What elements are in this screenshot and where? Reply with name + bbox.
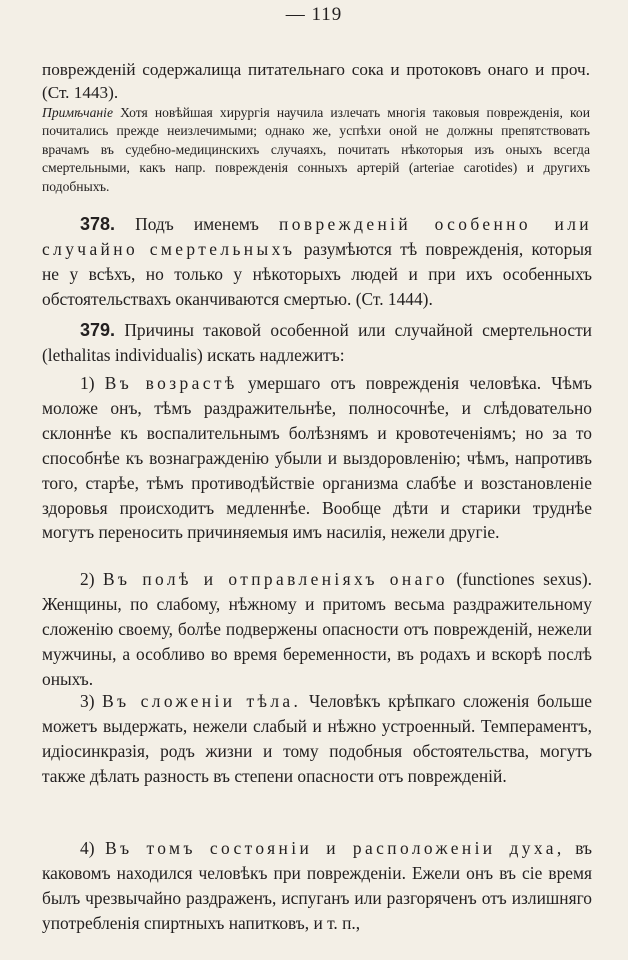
note-lead: Примѣчаніе [42,105,113,120]
item-text: умершаго отъ поврежденія человѣка. Чѣмъ моложе онъ, тѣмъ раздражительнѣе, полносочнѣе, и слѣдовательно склоннѣе къ воспалительнымъ болѣзнямъ и кровотеченіямъ; но за то способнѣе къ вознагражденію убыли и выздоровленію; чѣмъ, напротивъ того, старѣе, тѣмъ противодѣйствіе организма слабѣе и возстановленіе здоровья происходитъ медленнѣе. Вообще дѣти и старики труднѣе могутъ переносить причиняемыя имъ насилія, нежели другіе. [42,373,592,543]
section-379 [42,318,592,368]
list-item [42,836,592,936]
note-paragraph [42,104,590,196]
section-spaced-term: поврежденій особенно или случайно смертельныхъ [42,214,592,259]
item-heading: Въ сложеніи тѣла. [102,691,302,711]
list-item [42,567,592,692]
note-text: Хотя новѣйшая хирургія научила излечать многія таковыя поврежденія, кои почитались прежде неизлечимыми; однако же, успѣхи оной не должны препятствовать врачамъ въ судебно-медицинскихъ случаяхъ, почитать нѣкоторыя изъ оныхъ всегда смертельными, какъ напр. поврежденія сонныхъ артерій (arteriae carotides) и другихъ подобныхъ. [42,105,590,194]
item-heading: Въ полѣ и отправленіяхъ онаго [103,569,448,589]
section-number: 378. [80,214,116,234]
item-heading: Въ возрастѣ [104,373,238,393]
item-heading: Въ томъ состояніи и расположеніи духа, [105,838,565,858]
item-text: въ каковомъ находился человѣкъ при поврежденіи. Ежели онъ въ сіе время былъ чрезвычайно раздраженъ, испуганъ или разгоряченъ отъ излишняго употребленія спиртныхъ напитковъ, и т. п., [42,838,592,933]
section-number: 379. [80,320,116,340]
section-text-a: Подъ именемъ [135,214,259,234]
section-text-c: разумѣются тѣ поврежденія, которыя не у всѣхъ, но только у нѣкоторыхъ людей и при ихъ особенныхъ обстоятельствахъ оканчиваются смертью. (Ст. 1444). [42,238,592,309]
section-378 [42,212,592,312]
list-item [42,371,592,545]
item-text: (functiones sexus). Женщины, по слабому, нѣжному и притомъ весьма раздражительному сложенію своему, болѣе подвержены опасности отъ поврежденій, нежели мужчины, а особливо во время беременности, въ родахъ и вскорѣ послѣ оныхъ. [42,569,592,689]
page-number: — 119 [285,4,343,25]
item-text: Человѣкъ крѣпкаго сложенія больше можетъ выдержать, нежели слабый и нѣжно устроенный. Темпераментъ, идіосинкразія, родъ жизни и тому подобныя обстоятельства, могутъ также дѣлать разность въ степени опасности отъ поврежденій. [42,691,592,786]
list-item [42,689,592,789]
item-number: 2) [80,569,95,589]
section-text: Причины таковой особенной или случайной смертельности (lethalitas individualis) искать надлежитъ: [42,320,592,365]
item-number: 3) [80,691,95,711]
item-number: 4) [80,838,95,858]
item-number: 1) [80,373,95,393]
opening-paragraph: поврежденій содержалища питательнаго сока и протоковъ онаго и проч. (Ст. 1443). [42,60,590,102]
